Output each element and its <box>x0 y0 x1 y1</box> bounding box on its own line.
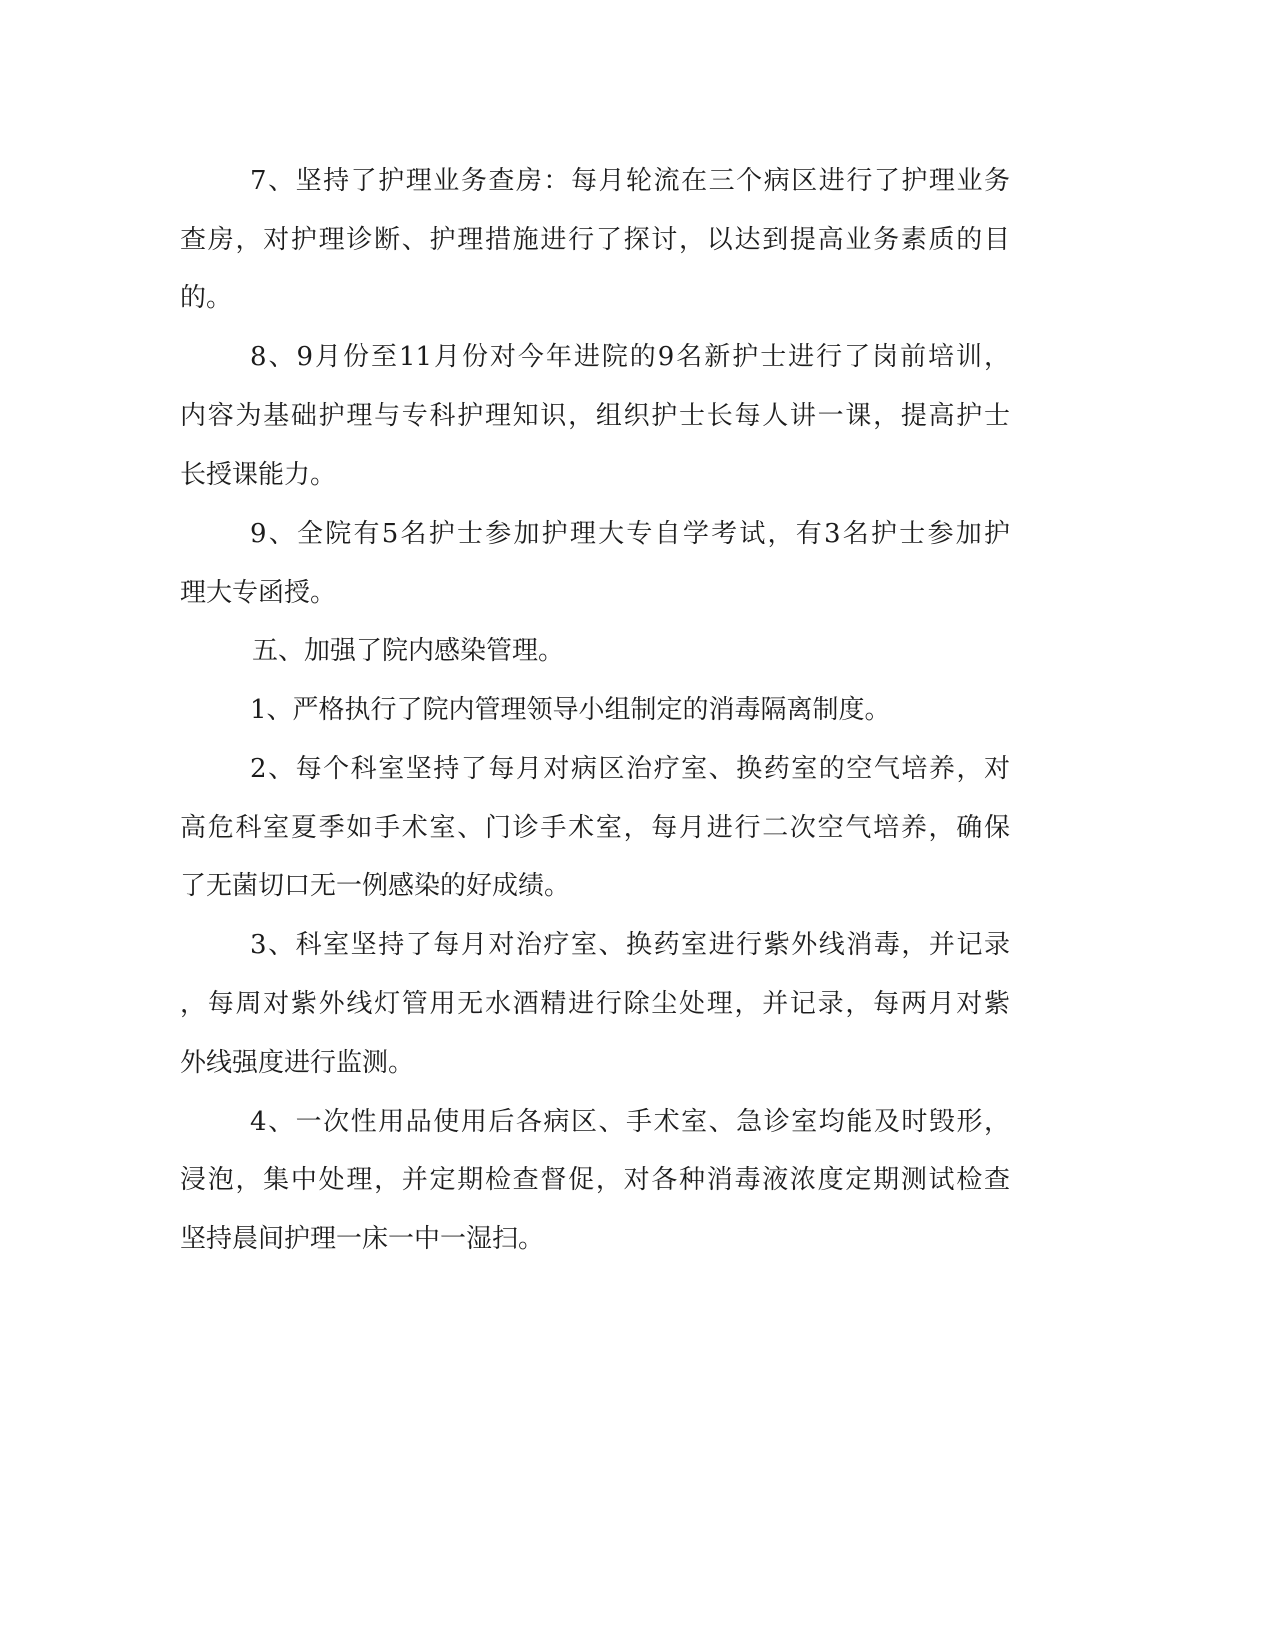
text-line: 8、9月份至11月份对今年进院的9名新护士进行了岗前培训， <box>250 342 1010 372</box>
text-line: ，每周对紫外线灯管用无水酒精进行除尘处理，并记录，每两月对紫 <box>180 989 1010 1019</box>
text-line: 7、坚持了护理业务查房：每月轮流在三个病区进行了护理业务 <box>250 166 1010 196</box>
text-line: 9、全院有5名护士参加护理大专自学考试，有3名护士参加护 <box>250 519 1010 549</box>
text-line: 2、每个科室坚持了每月对病区治疗室、换药室的空气培养，对 <box>250 754 1010 784</box>
text-line: 查房，对护理诊断、护理措施进行了探讨，以达到提高业务素质的目 <box>180 225 1010 255</box>
text-line: 高危科室夏季如手术室、门诊手术室，每月进行二次空气培养，确保 <box>180 813 1010 843</box>
text-line: 坚持晨间护理一床一中一湿扫。 <box>180 1224 545 1254</box>
text-line: 长授课能力。 <box>180 460 337 490</box>
text-line: 3、科室坚持了每月对治疗室、换药室进行紫外线消毒，并记录 <box>250 930 1010 960</box>
text-line: 浸泡，集中处理，并定期检查督促，对各种消毒液浓度定期测试检查 <box>180 1165 1010 1195</box>
text-line: 4、一次性用品使用后各病区、手术室、急诊室均能及时毁形， <box>250 1107 1010 1137</box>
text-line: 外线强度进行监测。 <box>180 1048 415 1078</box>
text-line: 了无菌切口无一例感染的好成绩。 <box>180 871 571 901</box>
text-line: 的。 <box>180 283 233 313</box>
text-line: 1、严格执行了院内管理领导小组制定的消毒隔离制度。 <box>250 695 891 725</box>
text-line: 理大专函授。 <box>180 578 337 608</box>
text-line: 内容为基础护理与专科护理知识，组织护士长每人讲一课，提高护士 <box>180 401 1010 431</box>
section-heading: 五、加强了院内感染管理。 <box>252 636 565 666</box>
